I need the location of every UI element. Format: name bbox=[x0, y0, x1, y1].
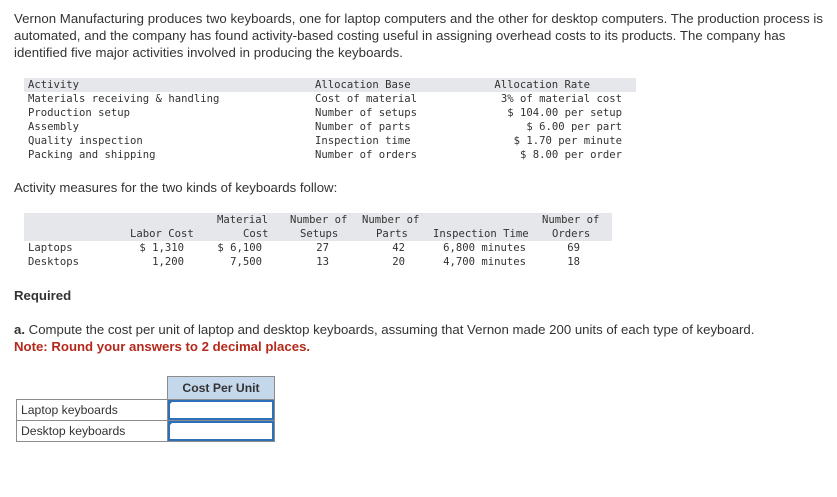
parts-header-2: Parts bbox=[376, 228, 408, 240]
answer-row-desktop bbox=[17, 421, 275, 442]
parts-header: Number of bbox=[362, 214, 420, 226]
material-cost-header-2: Cost bbox=[243, 228, 269, 240]
input-marker-icon bbox=[168, 400, 174, 406]
allocation-base: Number of orders bbox=[315, 149, 418, 161]
measures-intro: Activity measures for the two kinds of keyboards follow: bbox=[14, 180, 338, 195]
allocation-base-header: Allocation Base bbox=[315, 79, 411, 91]
product-name: Laptops bbox=[28, 242, 73, 254]
activity-row bbox=[24, 134, 636, 148]
answer-corner bbox=[17, 377, 168, 400]
question bbox=[14, 321, 754, 355]
parts: 42 bbox=[392, 242, 405, 254]
allocation-rate: 3% of material cost bbox=[500, 93, 622, 105]
allocation-rate-header: Allocation Rate bbox=[494, 79, 590, 91]
allocation-rate: $ 104.00 per setup bbox=[507, 107, 622, 119]
measures-row bbox=[24, 255, 612, 269]
material-cost-header: Material bbox=[217, 214, 269, 226]
required-heading: Required bbox=[14, 288, 72, 303]
cost-per-unit-header: Cost Per Unit bbox=[168, 377, 275, 400]
answer-row-laptop bbox=[17, 400, 275, 421]
activity-name: Quality inspection bbox=[28, 135, 143, 147]
labor-cost: 1,200 bbox=[152, 256, 184, 268]
product-name: Desktops bbox=[28, 256, 80, 268]
allocation-base: Cost of material bbox=[315, 93, 418, 105]
activity-row bbox=[24, 148, 636, 162]
inspection-time: 6,800 minutes bbox=[443, 242, 526, 254]
problem-intro: Vernon Manufacturing produces two keyboards, one for laptop computers and the other for desktop computers. The production process is automated, and the company has found activity-based costing useful in assigning overhead costs to its products. The company has identified five major activities involved in producing the keyboards. bbox=[14, 11, 824, 60]
answer-table-header-row bbox=[17, 377, 275, 400]
desktop-cost-per-unit-input[interactable] bbox=[168, 421, 274, 441]
laptop-keyboards-label: Laptop keyboards bbox=[17, 400, 168, 421]
question-prefix: a. bbox=[14, 322, 25, 337]
rounding-note: Note: Round your answers to 2 decimal places. bbox=[14, 339, 311, 354]
orders: 18 bbox=[567, 256, 580, 268]
setups: 27 bbox=[316, 242, 329, 254]
activity-name: Materials receiving & handling bbox=[28, 93, 220, 105]
activity-name: Assembly bbox=[28, 121, 80, 133]
activity-measures-table bbox=[24, 213, 612, 269]
input-marker-icon bbox=[168, 421, 174, 427]
activity-row bbox=[24, 92, 636, 106]
orders: 69 bbox=[567, 242, 580, 254]
setups: 13 bbox=[316, 256, 329, 268]
setups-header: Number of bbox=[290, 214, 348, 226]
question-text: Compute the cost per unit of laptop and desktop keyboards, assuming that Vernon made 200 units of each type of keyboard. bbox=[25, 322, 755, 337]
labor-cost-header: Labor Cost bbox=[130, 228, 194, 240]
measures-row bbox=[24, 241, 612, 255]
measures-table-header bbox=[24, 213, 612, 241]
labor-cost: $ 1,310 bbox=[139, 242, 184, 254]
setups-header-2: Setups bbox=[300, 228, 339, 240]
laptop-cost-cell bbox=[168, 400, 275, 421]
desktop-cost-cell bbox=[168, 421, 275, 442]
material-cost: 7,500 bbox=[230, 256, 262, 268]
allocation-base: Inspection time bbox=[315, 135, 411, 147]
allocation-base: Number of parts bbox=[315, 121, 411, 133]
activity-row bbox=[24, 106, 636, 120]
activity-table-header bbox=[24, 78, 636, 92]
desktop-keyboards-label: Desktop keyboards bbox=[17, 421, 168, 442]
activity-row bbox=[24, 120, 636, 134]
allocation-base: Number of setups bbox=[315, 107, 418, 119]
orders-header-2: Orders bbox=[552, 228, 591, 240]
inspection-time: 4,700 minutes bbox=[443, 256, 526, 268]
activity-name: Production setup bbox=[28, 107, 131, 119]
answer-table bbox=[16, 376, 275, 442]
allocation-rate: $ 1.70 per minute bbox=[513, 135, 622, 147]
activity-table bbox=[24, 78, 636, 162]
material-cost: $ 6,100 bbox=[217, 242, 262, 254]
activity-name: Packing and shipping bbox=[28, 149, 156, 161]
activity-header: Activity bbox=[28, 79, 80, 91]
allocation-rate: $ 6.00 per part bbox=[526, 121, 622, 133]
orders-header: Number of bbox=[542, 214, 600, 226]
allocation-rate: $ 8.00 per order bbox=[519, 149, 622, 161]
inspection-time-header: Inspection Time bbox=[433, 228, 529, 240]
laptop-cost-per-unit-input[interactable] bbox=[168, 400, 274, 420]
parts: 20 bbox=[392, 256, 405, 268]
